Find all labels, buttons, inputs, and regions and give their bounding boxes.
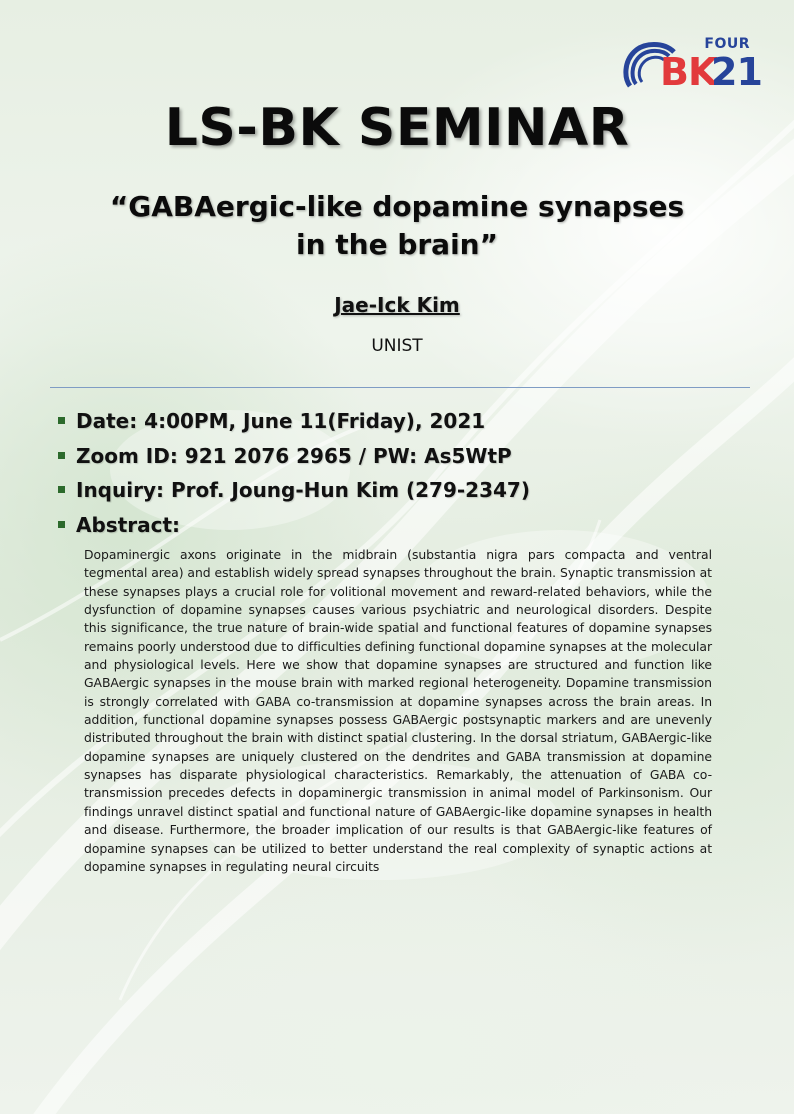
- bullet-icon: [58, 486, 65, 493]
- logo-21-text: 21: [711, 50, 762, 94]
- divider-line: [50, 387, 750, 388]
- bk21-four-logo: [622, 36, 762, 98]
- talk-title: [0, 188, 794, 264]
- bullet-icon: [58, 452, 65, 459]
- info-zoom: Zoom ID: 921 2076 2965 / PW: As5WtP: [58, 439, 758, 474]
- abstract-body: Dopaminergic axons originate in the midbrain (substantia nigra pars compacta and ventral tegmental area) and establish widely spread synapses throughout the brain. Synaptic transmission at these synapses plays a crucial role for volitional movement and reward-related behaviors, while the dysfunction of dopamine synapses causes various psychiatric and neurological disorders. Despite this significance, the true nature of brain-wide spatial and functional features of dopamine synapses remains poorly understood due to difficulties defining functional dopamine synapses at the molecular and physiological levels. Here we show that dopamine synapses are structured and function like GABAergic synapses in the mouse brain with marked regional heterogeneity. Dopamine transmission is strongly correlated with GABA co-transmission at dopamine synapses across the brain areas. In addition, functional dopamine synapses possess GABAergic postsynaptic markers and are unevenly distributed throughout the brain with distinct spatial clustering. In the dorsal striatum, GABAergic-like dopamine synapses are uniquely clustered on the dendrites and GABA transmission at dopamine synapses has disparate physiological characteristics. Remarkably, the attenuation of GABA co-transmission precedes defects in dopaminergic transmission in animal model of Parkinsonism. Our findings unravel distinct spatial and functional nature of GABAergic-like dopamine synapses in health and disease. Furthermore, the broader implication of our results is that GABAergic-like features of dopamine synapses can be utilized to better understand the real complexity of synaptic actions at dopamine synapses in regulating neural circuits: [84, 547, 712, 874]
- logo-bk-text: BK: [660, 50, 717, 94]
- info-abstract-heading: Abstract:: [58, 508, 758, 543]
- talk-title-line-2: in the brain”: [295, 228, 498, 261]
- info-date: Date: 4:00PM, June 11(Friday), 2021: [58, 404, 758, 439]
- seminar-title: LS-BK SEMINAR: [164, 98, 630, 158]
- bullet-icon: [58, 417, 65, 424]
- info-list: [58, 404, 758, 542]
- speaker-affiliation: UNIST: [371, 336, 423, 356]
- bullet-icon: [58, 521, 65, 528]
- speaker-name: Jae-Ick Kim: [334, 293, 460, 317]
- logo-four-text: FOUR: [704, 36, 750, 52]
- talk-title-line-1: “GABAergic-like dopamine synapses: [109, 190, 685, 223]
- info-inquiry: Inquiry: Prof. Joung-Hun Kim (279-2347): [58, 473, 758, 508]
